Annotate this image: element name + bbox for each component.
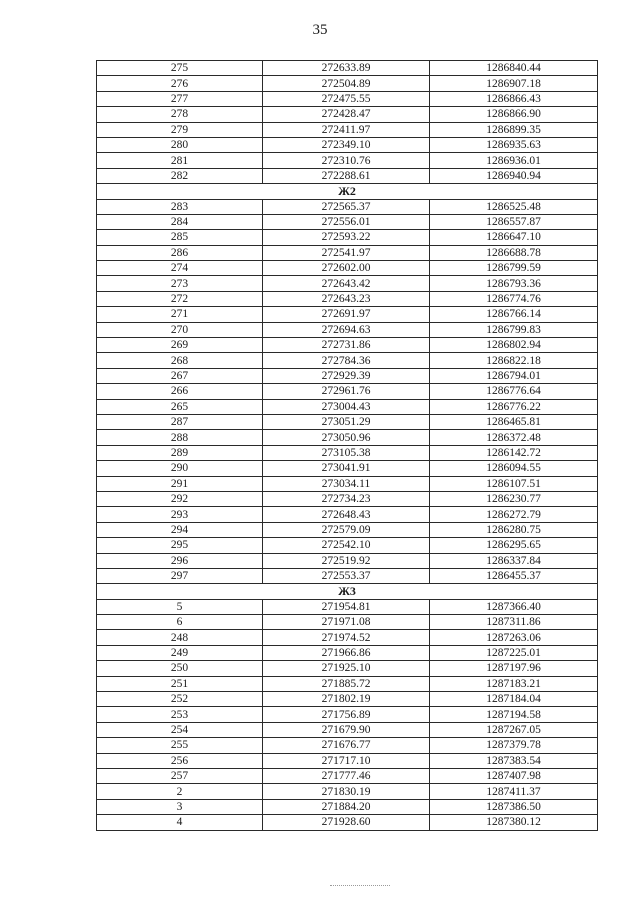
point-number-cell: 286 [97,245,263,260]
table-row [97,414,598,429]
point-number-cell: 274 [97,261,263,276]
point-number-cell: 283 [97,199,263,214]
y-coordinate-cell: 1286866.90 [430,107,598,122]
point-number-cell: 297 [97,568,263,583]
x-coordinate-cell: 272310.76 [263,153,430,168]
table-row [97,399,598,414]
x-coordinate-cell: 272648.43 [263,507,430,522]
coordinates-table [96,60,598,831]
y-coordinate-cell: 1287267.05 [430,722,598,737]
point-number-cell: 250 [97,661,263,676]
y-coordinate-cell: 1286372.48 [430,430,598,445]
point-number-cell: 271 [97,307,263,322]
y-coordinate-cell: 1286935.63 [430,137,598,152]
table-row [97,76,598,91]
x-coordinate-cell: 273004.43 [263,399,430,414]
point-number-cell: 6 [97,615,263,630]
y-coordinate-cell: 1287380.12 [430,815,598,830]
table-row [97,168,598,183]
y-coordinate-cell: 1286776.22 [430,399,598,414]
y-coordinate-cell: 1287366.40 [430,599,598,614]
table-row [97,507,598,522]
y-coordinate-cell: 1286142.72 [430,445,598,460]
y-coordinate-cell: 1286525.48 [430,199,598,214]
y-coordinate-cell: 1286230.77 [430,491,598,506]
point-number-cell: 272 [97,291,263,306]
table-row [97,291,598,306]
y-coordinate-cell: 1287184.04 [430,692,598,707]
table-row [97,137,598,152]
y-coordinate-cell: 1286455.37 [430,568,598,583]
point-number-cell: 296 [97,553,263,568]
y-coordinate-cell: 1287194.58 [430,707,598,722]
point-number-cell: 266 [97,384,263,399]
section-title: Ж2 [97,184,598,199]
table-row [97,91,598,106]
point-number-cell: 3 [97,799,263,814]
table-row [97,815,598,830]
x-coordinate-cell: 271717.10 [263,753,430,768]
x-coordinate-cell: 272553.37 [263,568,430,583]
x-coordinate-cell: 272731.86 [263,338,430,353]
point-number-cell: 275 [97,61,263,76]
coordinates-table-body [97,61,598,831]
x-coordinate-cell: 272349.10 [263,137,430,152]
x-coordinate-cell: 271830.19 [263,784,430,799]
y-coordinate-cell: 1287407.98 [430,768,598,783]
point-number-cell: 2 [97,784,263,799]
point-number-cell: 257 [97,768,263,783]
x-coordinate-cell: 271974.52 [263,630,430,645]
x-coordinate-cell: 272542.10 [263,538,430,553]
x-coordinate-cell: 272288.61 [263,168,430,183]
x-coordinate-cell: 272565.37 [263,199,430,214]
x-coordinate-cell: 271928.60 [263,815,430,830]
y-coordinate-cell: 1286337.84 [430,553,598,568]
y-coordinate-cell: 1286822.18 [430,353,598,368]
x-coordinate-cell: 271971.08 [263,615,430,630]
point-number-cell: 252 [97,692,263,707]
y-coordinate-cell: 1286295.65 [430,538,598,553]
x-coordinate-cell: 272504.89 [263,76,430,91]
y-coordinate-cell: 1287386.50 [430,799,598,814]
point-number-cell: 268 [97,353,263,368]
x-coordinate-cell: 271802.19 [263,692,430,707]
footer-mark [330,885,390,886]
point-number-cell: 248 [97,630,263,645]
point-number-cell: 277 [97,91,263,106]
table-row [97,214,598,229]
y-coordinate-cell: 1286799.83 [430,322,598,337]
table-row [97,676,598,691]
y-coordinate-cell: 1287225.01 [430,645,598,660]
x-coordinate-cell: 272929.39 [263,368,430,383]
table-row [97,199,598,214]
table-row [97,753,598,768]
y-coordinate-cell: 1286766.14 [430,307,598,322]
section-header-row [97,584,598,599]
x-coordinate-cell: 272643.23 [263,291,430,306]
table-row [97,722,598,737]
y-coordinate-cell: 1286280.75 [430,522,598,537]
x-coordinate-cell: 272691.97 [263,307,430,322]
point-number-cell: 279 [97,122,263,137]
x-coordinate-cell: 272579.09 [263,522,430,537]
section-title: Ж3 [97,584,598,599]
table-row [97,476,598,491]
table-row [97,384,598,399]
y-coordinate-cell: 1286936.01 [430,153,598,168]
table-row [97,768,598,783]
point-number-cell: 288 [97,430,263,445]
y-coordinate-cell: 1287379.78 [430,738,598,753]
point-number-cell: 254 [97,722,263,737]
y-coordinate-cell: 1286272.79 [430,507,598,522]
point-number-cell: 5 [97,599,263,614]
point-number-cell: 289 [97,445,263,460]
point-number-cell: 273 [97,276,263,291]
point-number-cell: 4 [97,815,263,830]
table-row [97,338,598,353]
table-row [97,245,598,260]
point-number-cell: 278 [97,107,263,122]
point-number-cell: 251 [97,676,263,691]
page-number: 35 [312,22,328,38]
x-coordinate-cell: 273051.29 [263,414,430,429]
table-row [97,322,598,337]
y-coordinate-cell: 1286688.78 [430,245,598,260]
x-coordinate-cell: 272428.47 [263,107,430,122]
x-coordinate-cell: 273041.91 [263,461,430,476]
point-number-cell: 294 [97,522,263,537]
y-coordinate-cell: 1286774.76 [430,291,598,306]
y-coordinate-cell: 1286094.55 [430,461,598,476]
x-coordinate-cell: 272694.63 [263,322,430,337]
x-coordinate-cell: 271756.89 [263,707,430,722]
point-number-cell: 295 [97,538,263,553]
x-coordinate-cell: 272411.97 [263,122,430,137]
table-row [97,538,598,553]
table-row [97,799,598,814]
x-coordinate-cell: 271954.81 [263,599,430,614]
point-number-cell: 256 [97,753,263,768]
point-number-cell: 284 [97,214,263,229]
y-coordinate-cell: 1286647.10 [430,230,598,245]
y-coordinate-cell: 1286465.81 [430,414,598,429]
y-coordinate-cell: 1287263.06 [430,630,598,645]
table-row [97,491,598,506]
table-row [97,230,598,245]
x-coordinate-cell: 271884.20 [263,799,430,814]
section-header-row [97,184,598,199]
table-row [97,522,598,537]
point-number-cell: 276 [97,76,263,91]
x-coordinate-cell: 272734.23 [263,491,430,506]
x-coordinate-cell: 271777.46 [263,768,430,783]
table-row [97,553,598,568]
table-row [97,645,598,660]
point-number-cell: 292 [97,491,263,506]
y-coordinate-cell: 1286794.01 [430,368,598,383]
table-row [97,430,598,445]
y-coordinate-cell: 1286557.87 [430,214,598,229]
table-row [97,307,598,322]
point-number-cell: 249 [97,645,263,660]
x-coordinate-cell: 272602.00 [263,261,430,276]
y-coordinate-cell: 1287383.54 [430,753,598,768]
y-coordinate-cell: 1287183.21 [430,676,598,691]
table-row [97,445,598,460]
table-row [97,784,598,799]
x-coordinate-cell: 273034.11 [263,476,430,491]
point-number-cell: 293 [97,507,263,522]
x-coordinate-cell: 272541.97 [263,245,430,260]
y-coordinate-cell: 1286802.94 [430,338,598,353]
point-number-cell: 285 [97,230,263,245]
x-coordinate-cell: 271925.10 [263,661,430,676]
table-row [97,738,598,753]
table-row [97,276,598,291]
table-row [97,599,598,614]
table-row [97,122,598,137]
y-coordinate-cell: 1287197.96 [430,661,598,676]
table-row [97,568,598,583]
point-number-cell: 269 [97,338,263,353]
y-coordinate-cell: 1286107.51 [430,476,598,491]
x-coordinate-cell: 272784.36 [263,353,430,368]
point-number-cell: 282 [97,168,263,183]
x-coordinate-cell: 272633.89 [263,61,430,76]
point-number-cell: 253 [97,707,263,722]
table-row [97,61,598,76]
x-coordinate-cell: 272593.22 [263,230,430,245]
y-coordinate-cell: 1286840.44 [430,61,598,76]
x-coordinate-cell: 272475.55 [263,91,430,106]
y-coordinate-cell: 1286793.36 [430,276,598,291]
x-coordinate-cell: 271676.77 [263,738,430,753]
y-coordinate-cell: 1286799.59 [430,261,598,276]
point-number-cell: 281 [97,153,263,168]
x-coordinate-cell: 272643.42 [263,276,430,291]
x-coordinate-cell: 271966.86 [263,645,430,660]
point-number-cell: 287 [97,414,263,429]
table-row [97,615,598,630]
table-row [97,368,598,383]
point-number-cell: 270 [97,322,263,337]
y-coordinate-cell: 1287411.37 [430,784,598,799]
table-row [97,153,598,168]
table-row [97,261,598,276]
table-row [97,707,598,722]
table-row [97,630,598,645]
point-number-cell: 255 [97,738,263,753]
x-coordinate-cell: 272556.01 [263,214,430,229]
table-row [97,661,598,676]
point-number-cell: 267 [97,368,263,383]
x-coordinate-cell: 272519.92 [263,553,430,568]
table-row [97,353,598,368]
point-number-cell: 280 [97,137,263,152]
x-coordinate-cell: 273105.38 [263,445,430,460]
point-number-cell: 290 [97,461,263,476]
y-coordinate-cell: 1287311.86 [430,615,598,630]
x-coordinate-cell: 273050.96 [263,430,430,445]
x-coordinate-cell: 271885.72 [263,676,430,691]
table-row [97,107,598,122]
table-row [97,461,598,476]
point-number-cell: 265 [97,399,263,414]
y-coordinate-cell: 1286866.43 [430,91,598,106]
table-row [97,692,598,707]
y-coordinate-cell: 1286907.18 [430,76,598,91]
x-coordinate-cell: 271679.90 [263,722,430,737]
x-coordinate-cell: 272961.76 [263,384,430,399]
y-coordinate-cell: 1286899.35 [430,122,598,137]
y-coordinate-cell: 1286940.94 [430,168,598,183]
y-coordinate-cell: 1286776.64 [430,384,598,399]
point-number-cell: 291 [97,476,263,491]
